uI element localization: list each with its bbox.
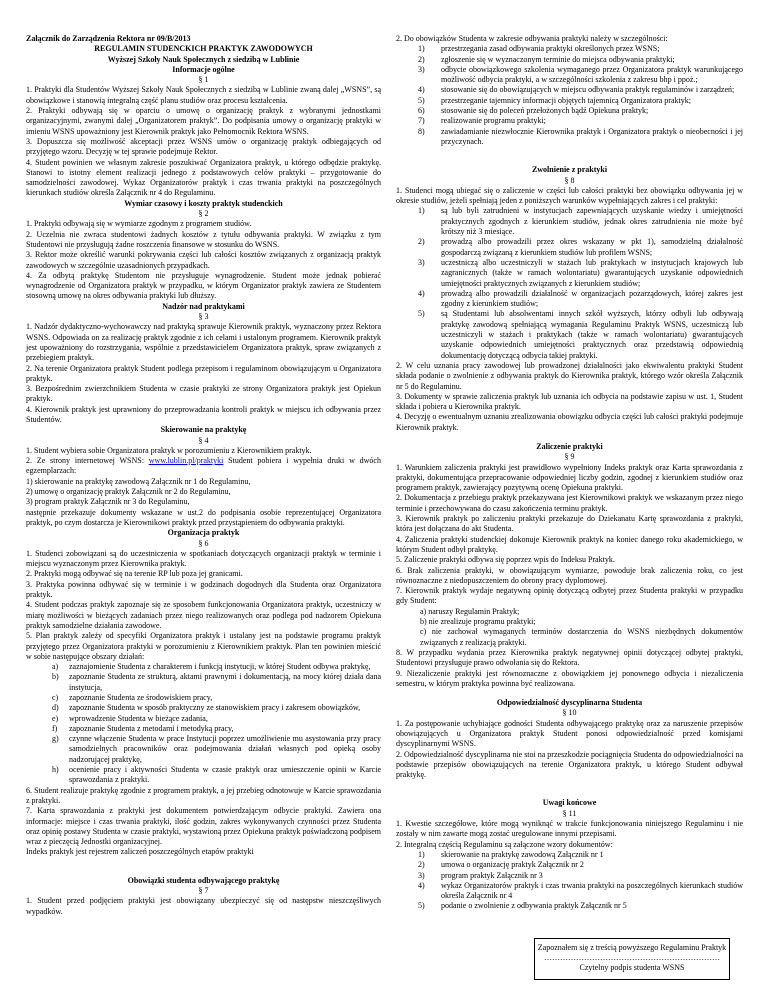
clause: 1. Studenci mogą ubiegać się o zaliczenie w części lub całości praktyki bez obowiązku odbywania jej w okresie studiów, jeżeli spełniają jeden z poniższych warunków wypełniających zakres i cel praktyki: [396,185,743,206]
sub-item: d) zapoznanie Studenta w sposób praktyczny ze stanowiskiem pracy i zakresem obowiązków, [52,703,361,713]
paragraph-1: § 1 [198,75,209,85]
list-item: 4) stosowanie się do obowiązujących w miejscu odbywania praktyk regulaminów i zarządzeń; [418,85,735,95]
section-title-referral: Skierowanie na praktykę [160,425,247,435]
list-item: 2) prowadzą albo prowadzili przez okres wskazany w pkt 1), samodzielną działalność gospodarczą związaną z kierunkiem studiów lub profilem WSNS; [418,237,743,257]
clause: 2. Integralną częścią Regulaminu są załączone wzory dokumentów: [396,839,613,849]
clause: 1. Praktyki dla Studentów Wyższej Szkoły Nauk Społecznych z siedzibą w Lublinie zwaną dalej „WSNS”, są obowiązkowe i stanowią integralną część planu studiów oraz procesu kształcenia. [26,85,381,105]
list-item: 3) program praktyk Załącznik nr 3 [418,870,543,880]
section-title-final: Uwagi końcowe [542,798,597,808]
clause: 4. Za odbytą praktykę Studentom nie przysługuje wynagrodzenie. Student może jednak pobierać wynagrodzenie od Organizatora praktyk w przypadku, w którym Organizator praktyk zawiera ze Studentem stosowną umowę na okres odbywania praktyki lub dłuższy. [26,270,381,301]
sub-item: f) zapoznanie Studenta z metodami i metodyką pracy, [52,723,234,733]
sub-item: g) czynne włączenie Studenta w prace Instytucji poprzez umożliwienie mu asystowania przy pracy samodzielnych pracowników oraz podejmowania działań własnych pod opieką osoby nadzorującej praktykę, [52,734,381,764]
clause: 6. Brak zaliczenia praktyki, w obowiązującym wymiarze, powoduje brak zaliczenia roku, co jest równoznaczne z niedopuszczeniem do obrony pracy dyplomowej. [396,565,743,585]
acknowledgement-text: Zapoznałem się z treścią powyższego Regulaminu Praktyk [537,943,727,952]
clause: 4. Student powinien we własnym zakresie poszukiwać Organizatora praktyk, u którego odbędzie praktykę. Stanowi to istotny element realizacji jednego z podstawowych celów praktyki – przygotowanie do samodzielności zawodowej. Wykaz Organizatorów praktyk i czas trwania praktyki na poszczególnych kierunkach studiów określa Załącznik nr 4 do Regulaminu. [26,157,381,198]
sub-item: h) ocenienie pracy i aktywności Studenta w czasie praktyk oraz umieszczenie opinii w Karcie sprawozdania z praktyki. [52,765,381,785]
clause [26,456,381,477]
sub-item: b) nie zrealizuje programu praktyki; [420,617,536,627]
clause: 4. Zaliczenia praktyki studenckiej dokonuje Kierownik praktyk na koniec danego roku akademickiego, w którym Student odbył praktykę. [396,534,743,554]
clause: 1. Za postępowanie uchybiające godności Studenta odbywającego praktykę oraz za naruszenie przepisów obowiązujących u Organizatora praktyk Student ponosi odpowiedzialność przed komisjami dyscyplinarnymi WSNS. [396,718,743,749]
list-item: 7) realizowanie programu praktyki; [418,116,546,126]
list-item: 6) stosowanie się do poleceń przełożonych bądź Opiekuna praktyk; [418,106,649,116]
list-item: 3) odbycie obowiązkowego szkolenia wymaganego przez Organizatora praktyk warunkującego możliwość odbycia praktyki, a w szczególności szkolenia z zakresu bhp i ppoż.; [418,64,743,85]
clause: 2. Na terenie Organizatora praktyk Student podlega przepisom i regulaminom obowiązującym u Organizatora praktyk. [26,363,381,383]
clause: 2. W celu uznania pracy zawodowej lub prowadzonej działalności jako ekwiwalentu praktyki Student składa podanie o zwolnienie z odbywania praktyk do Kierownika praktyk, którego wzór określa Załącznik nr 5 do Regulaminu. [396,360,743,391]
sub-item: a) zaznajomienie Studenta z charakterem i funkcją instytucji, w której Student odbywa praktykę, [52,662,371,672]
clause-line: 3) program praktyk Załącznik nr 3 do Regulaminu, [26,497,190,507]
clause: 2. Praktyki mogą odbywać się na terenie RP lub poza jej granicami. [26,569,243,579]
clause: 2. Do obowiązków Studenta w zakresie odbywania praktyki należy w szczególności: [396,34,668,43]
section-title-obligations: Obowiązki studenta odbywającego praktykę [127,875,280,885]
clause: 6. Student realizuje praktykę zgodnie z programem praktyk, a jej przebieg odnotowuje w Karcie sprawozdania z praktyki. [26,785,381,805]
clause: 1. Warunkiem zaliczenia praktyki jest prawidłowo wypełniony Indeks praktyk oraz Karta sprawozdania z praktyki, dokumentująca przepracowanie odpowiedniej liczby godzin, zgodnej z kierunkiem studiów oraz programem praktyk, zawierający pozytywną ocenę Opiekuna praktyki. [396,462,743,493]
section-title-supervision: Nadzór nad praktykami [162,301,245,311]
list-item: 2) zgłoszenie się w wyznaczonym terminie do miejsca odbywania praktyki; [418,54,675,64]
section-title-costs: Wymiar czasowy i koszty praktyk studenckich [124,198,283,208]
practice-link[interactable]: www.lublin.pl/praktyki [148,456,224,466]
clause: 7. Karta sprawozdania z praktyki jest dokumentem potwierdzającym odbycie praktyki. Zawiera ona informacje: miejsce i czas trwania praktyki, ilość godzin, zakres wykonywanych czynności przez Studenta oraz opinię postawy Studenta w czasie praktyki, wystawioną przez Opiekuna praktyk poświadczoną podpisem wraz z pieczęcią Jednostki organizacyjnej. [26,806,381,847]
clause-line: następnie przekazuje dokumenty wskazane w ust.2 do podpisania osobie reprezentującej Organizatora praktyk, po czym dostarcza je Kierownikowi praktyk przed przystąpieniem do odbywania praktyki. [26,507,381,527]
clause: 9. Niezaliczenie praktyki jest równoznaczne z obowiązkiem jej ponownego odbycia i niezaliczenia semestru, w którym praktyka powinna być realizowana. [396,668,743,688]
list-item: 4) prowadzą albo prowadzili działalność w organizacjach pozarządowych, której zakres jest zgodny z kierunkiem studiów; [418,288,743,309]
signature-caption: Czytelny podpis studenta WSNS [579,963,685,972]
clause: 3. Praktyka powinna odbywać się w terminie i w godzinach dogodnych dla Studenta oraz Organizatora praktyk. [26,579,381,600]
paragraph-9: § 9 [564,452,575,462]
list-item: 3) uczestniczą albo uczestniczyli w stażach lub praktykach w instytucjach krajowych lub zagranicznych (także w ramach wolontariatu) gwarantujących uzyskanie odpowiednich umiejętności praktycznych związanych z kierunkiem studiów; [418,257,743,288]
paragraph-10: § 10 [562,708,577,718]
sub-item: a) naruszy Regulamin Praktyk; [420,606,520,616]
attachment-title: Załącznik do Zarządzenia Rektora nr 09/B/2013 [26,34,191,43]
clause: 2. Praktyki odbywają się w oparciu o umowę o organizację praktyk z wybranymi jednostkami organizacyjnymi, zwanymi dalej „Organizatorem praktyk”. Do podpisania umowy o organizację praktyki w imieniu WSNS upoważniony jest Kierownik praktyk jako Pełnomocnik Rektora WSNS. [26,106,381,136]
list-item: 1) przestrzegania zasad odbywania praktyki określonych przez WSNS; [418,44,660,54]
clause-text: 2. Ze strony internetowej WSNS: [26,456,149,466]
clause: 5. Zaliczenie praktyki odbywa się poprzez wpis do Indeksu Praktyk. [396,555,615,565]
clause: 7. Kierownik praktyk wydaje negatywną opinię dotyczącą odbytej przez Studenta praktyki w przypadku gdy Student: [396,586,743,606]
clause: 4. Kierownik praktyk jest uprawniony do przeprowadzania kontroli praktyk w miejscu ich odbywania przez Studentów. [26,404,381,424]
clause: 3. Kierownik praktyk po zaliczeniu praktyki przekazuje do Dziekanatu Kartę sprawozdania z praktyki, która jest dołączana do akt Studenta. [396,514,743,534]
clause: 3. Dokumenty w sprawie zaliczenia praktyk lub uznania ich odbycia na podstawie zapisu w ust. 1, Student składa i pobiera u Kierownika praktyk. [396,391,743,412]
clause: 1. Student przed podjęciem praktyki jest obowiązany ubezpieczyć się od następstw nieszczęśliwych wypadków. [26,896,381,916]
clause: 1. Student wybiera sobie Organizatora praktyk w porozumieniu z Kierownikiem praktyk. [26,445,312,455]
clause: 3. Bezpośrednim zwierzchnikiem Studenta w czasie praktyki ze strony Organizatora praktyk jest Opiekun praktyk. [26,384,381,404]
school-name: Wyższej Szkoły Nauk Społecznych z siedzibą w Lublinie [107,54,300,64]
paragraph-6: § 6 [198,538,209,548]
list-item: 5) przestrzeganie tajemnicy informacji objętych tajemnicą Organizatora praktyk; [418,95,691,105]
sub-item: c) nie zachował wymaganych terminów dostarczenia do WSNS niezbędnych dokumentów związanych z realizacją praktyki. [420,627,743,647]
clause: Indeks praktyk jest rejestrem zaliczeń poszczególnych etapów praktyki [26,847,254,857]
clause: 5. Plan praktyk zależy od specyfiki Organizatora praktyk i ustalany jest na podstawie programu praktyk przyjętego przez Organizatora praktyki w porozumieniu z Kierownikiem praktyk. Plan ten powinien mieścić w sobie następujące obszary działań: [26,631,381,661]
clause: 1. Praktyki odbywają się w wymiarze zgodnym z programem studiów. [26,219,252,229]
clause: 4. Student podczas praktyk zapoznaje się ze sposobem funkcjonowania Organizatora praktyk, uczestniczy w miarę możliwości w bieżących zadaniach przez niego realizowanych oraz podlega pod nadzorem Opiekuna praktyk samodzielne działania zawodowe. [26,600,381,630]
paragraph-8: § 8 [564,175,575,185]
paragraph-3: § 3 [198,312,209,322]
list-item: 5) są Studentami lub absolwentami innych szkół wyższych, którzy odbyli lub odbywają praktykę zawodową spełniającą wymagania Regulaminu Praktyk WSNS, uczestniczą lub uczestniczyli w stażach i praktykach (także w ramach wolontariatu) gwarantujących uzyskanie odpowiednich umiejętności praktycznych oraz przedstawią odpowiednią dokumentację dotyczącą odbycia takiej praktyki. [418,309,743,360]
section-title-general: Informacje ogólne [172,64,235,74]
clause: 3. Dopuszcza się możliwość akceptacji przez WSNS umów o organizację praktyk odbiegających od przyjętego wzoru. Decyzję w tej sprawie podejmuje Rektor. [26,136,381,157]
clause: 3. Rektor może określić warunki pokrywania części lub całości kosztów związanych z organizacją praktyk zawodowych w szczególnie uzasadnionych przypadkach. [26,250,381,270]
clause-text: Student pobiera i wypełnia druki w dwóch egzemplarzach: [26,456,381,476]
clause: 1. Nadzór dydaktyczno-wychowawczy nad praktyką sprawuje Kierownik praktyk, wyznaczony przez Rektora WSNS. Odpowiada on za realizację praktyk zgodnie z ich celami i ustalonym programem. Kierownik praktyk jest upoważniony do rozstrzygania, wspólnie z przedstawicielem Organizatora praktyk, spraw związanych z przebiegiem praktyk. [26,322,381,363]
list-item: 1) są lub byli zatrudnieni w instytucjach zapewniających uzyskanie wiedzy i umiejętności praktycznych zgodnych z kierunkiem studiów, jednak okres zatrudnienia nie może być krótszy niż 3 miesiące. [418,206,743,237]
acknowledgement-box [534,938,730,980]
left-column [26,34,381,917]
list-item: 5) podanie o zwolnienie z odbywania praktyk Załącznik nr 5 [418,901,627,911]
clause: 2. Uczelnia nie zwraca studentowi żadnych kosztów z tytułu odbywania praktyki. W związku z tym Studentowi nie przysługują żadne roszczenia finansowe w stosunku do WSNS. [26,229,381,249]
clause-line: 1) skierowanie na praktykę zawodową Załącznik nr 1 do Regulaminu, [26,476,251,486]
clause: 1. Kwestie szczegółowe, które mogą wyniknąć w trakcie funkcjonowania niniejszego Regulaminu i nie zostały w nim zawarte mogą zostać uregulowane innymi przepisami. [396,819,743,839]
list-item: 4) wykaz Organizatorów praktyk i czas trwania praktyki na poszczególnych kierunkach studiów określa Załącznik nr 4 [418,880,743,901]
clause: 8. W przypadku wydania przez Kierownika praktyk negatywnej opinii dotyczącej odbytej praktyki, Studentowi przysługuje prawo odwołania się do Rektora. [396,647,743,668]
paragraph-11: § 11 [562,808,577,818]
clause: 1. Studenci zobowiązani są do uczestniczenia w spotkaniach dotyczących organizacji praktyk w terminie i miejscu wyznaczonym przez Kierownika praktyk. [26,548,381,569]
paragraph-4: § 4 [198,435,209,445]
sub-item: b) zapoznanie Studenta ze strukturą, aktami prawnymi i dokumentacją, na mocy której działa dana instytucja, [52,672,381,692]
right-column [396,34,743,912]
section-title-completion: Zaliczenie praktyki [536,441,603,451]
section-title-discipline: Odpowiedzialność dyscyplinarna Studenta [496,698,643,708]
clause-line: 2) umowę o organizację praktyk Załącznik nr 2 do Regulaminu, [26,487,231,497]
signature-line: ………………………………………………………… [544,953,720,962]
sub-item: e) wprowadzenie Studenta w bieżące zadania, [52,713,208,723]
sub-item: c) zapoznanie Studenta ze środowiskiem pracy, [52,693,213,702]
list-item: 2) umowa o organizację praktyk Załącznik nr 2 [418,860,584,870]
paragraph-2: § 2 [198,209,209,219]
clause: 2. Odpowiedzialność dyscyplinarna nie stoi na przeszkodzie pociągnięcia Studenta do odpowiedzialności na podstawie przepisów obowiązujących na terenie Organizatora praktyk, u którego Student odbywał praktykę. [396,749,744,780]
section-title-exemption: Zwolnienie z praktyki [531,165,608,175]
regulation-title: REGULAMIN STUDENCKICH PRAKTYK ZAWODOWYCH [94,44,313,54]
paragraph-7: § 7 [198,886,209,896]
clause: 2. Dokumentacja z przebiegu praktyk przekazywana jest Kierownikowi praktyk we wskazanym przez niego terminie i przechowywana do czasu zakończenia terminu praktyk. [396,493,743,513]
list-item: 8) zawiadamianie niezwłocznie Kierownika praktyk i Organizatora praktyk o nieobecności i jej przyczynach. [418,126,743,146]
list-item: 1) skierowanie na praktykę zawodową Załącznik nr 1 [418,849,604,859]
clause: 4. Decyzję o ewentualnym uznaniu zrealizowania obowiązku odbycia części lub całości praktyki podejmuje Kierownik praktyk. [396,412,743,432]
section-title-organization: Organizacja praktyk [167,528,240,538]
